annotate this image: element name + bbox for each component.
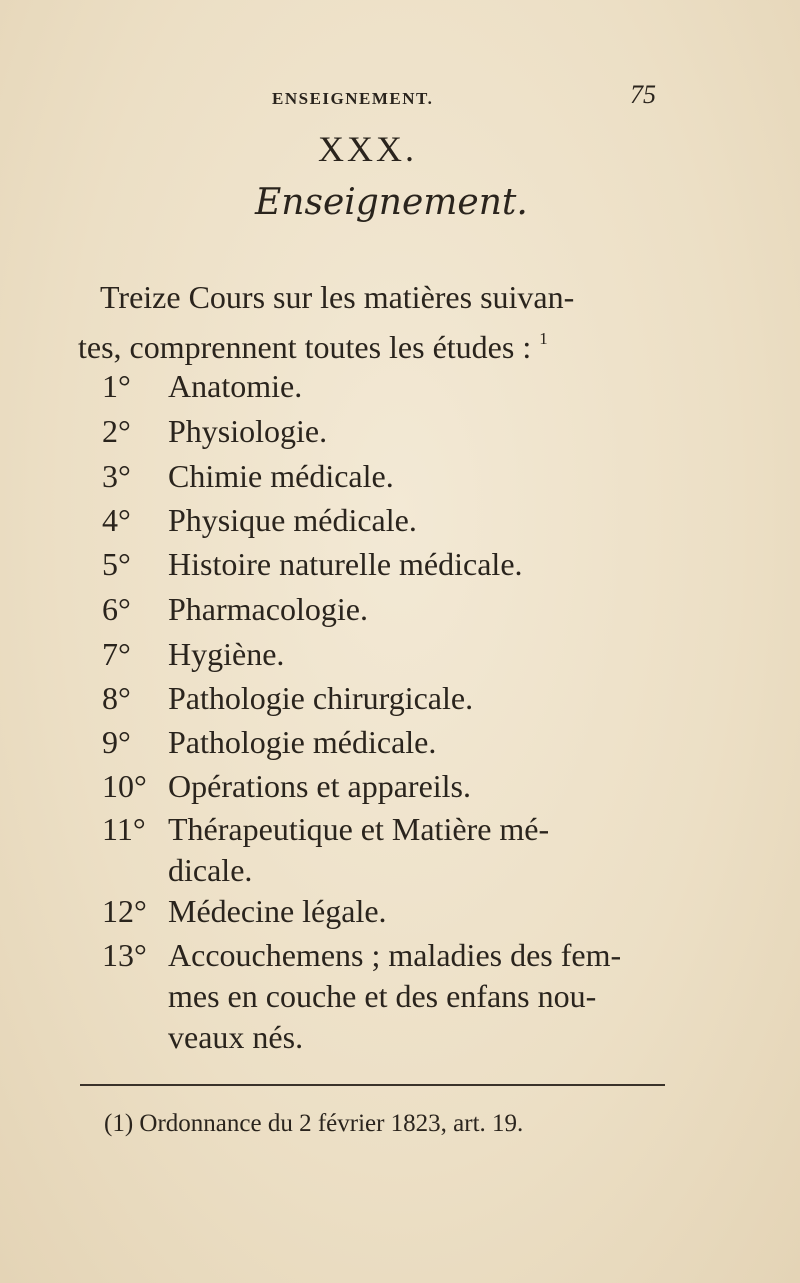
item-text: Physiologie. [168, 413, 328, 449]
item-text: Accouchemens ; maladies des fem- [168, 937, 622, 973]
list-item [102, 366, 302, 407]
item-number: 10° [102, 768, 147, 804]
list-item [102, 456, 394, 497]
item-text: Médecine légale. [168, 893, 387, 929]
item-number: 13° [102, 937, 147, 973]
item-continuation: mes en couche et des enfans nou- [168, 978, 597, 1014]
list-item [102, 722, 436, 763]
item-text: Pathologie médicale. [168, 724, 437, 760]
item-text: Pathologie chirurgicale. [168, 680, 474, 716]
item-text: Hygiène. [168, 636, 285, 672]
list-item [102, 411, 327, 452]
list-item [102, 935, 621, 1058]
item-number: 11° [102, 811, 146, 847]
item-number: 8° [102, 680, 131, 716]
item-continuation: veaux nés. [168, 1019, 304, 1055]
item-number: 2° [102, 413, 131, 449]
intro-line-1: Treize Cours sur les matières suivan- [100, 279, 575, 315]
item-text: Chimie médicale. [168, 458, 394, 494]
footnote: (1) Ordonnance du 2 février 1823, art. 19. [104, 1110, 524, 1137]
list-item [102, 678, 473, 719]
item-text: Anatomie. [168, 368, 303, 404]
list-item [102, 544, 523, 585]
list-item [102, 500, 417, 541]
list-item [102, 766, 471, 807]
footnote-rule [80, 1084, 665, 1086]
running-head: ENSEIGNEMENT. [272, 89, 434, 108]
list-item [102, 809, 549, 891]
item-text: Thérapeutique et Matière mé- [168, 811, 550, 847]
list-item [102, 589, 368, 630]
item-number: 3° [102, 458, 131, 494]
list-item [102, 891, 387, 932]
footnote-mark: 1 [539, 329, 548, 348]
intro-paragraph [78, 277, 680, 368]
item-number: 9° [102, 724, 131, 760]
section-number: XXX. [318, 129, 417, 169]
item-text: Opérations et appareils. [168, 768, 471, 804]
list-item [102, 634, 284, 675]
item-number: 1° [102, 368, 131, 404]
item-continuation: dicale. [168, 852, 253, 888]
item-number: 5° [102, 546, 131, 582]
intro-line-2 [78, 318, 680, 368]
item-text: Pharmacologie. [168, 591, 368, 627]
page-number: 75 [630, 80, 656, 109]
item-number: 7° [102, 636, 131, 672]
item-text: Histoire naturelle médicale. [168, 546, 523, 582]
item-number: 4° [102, 502, 131, 538]
item-text: Physique médicale. [168, 502, 417, 538]
intro-line-2-text: tes, comprennent toutes les études : [78, 329, 532, 365]
item-number: 12° [102, 893, 147, 929]
item-number: 6° [102, 591, 131, 627]
section-title: Enseignement. [255, 182, 528, 223]
